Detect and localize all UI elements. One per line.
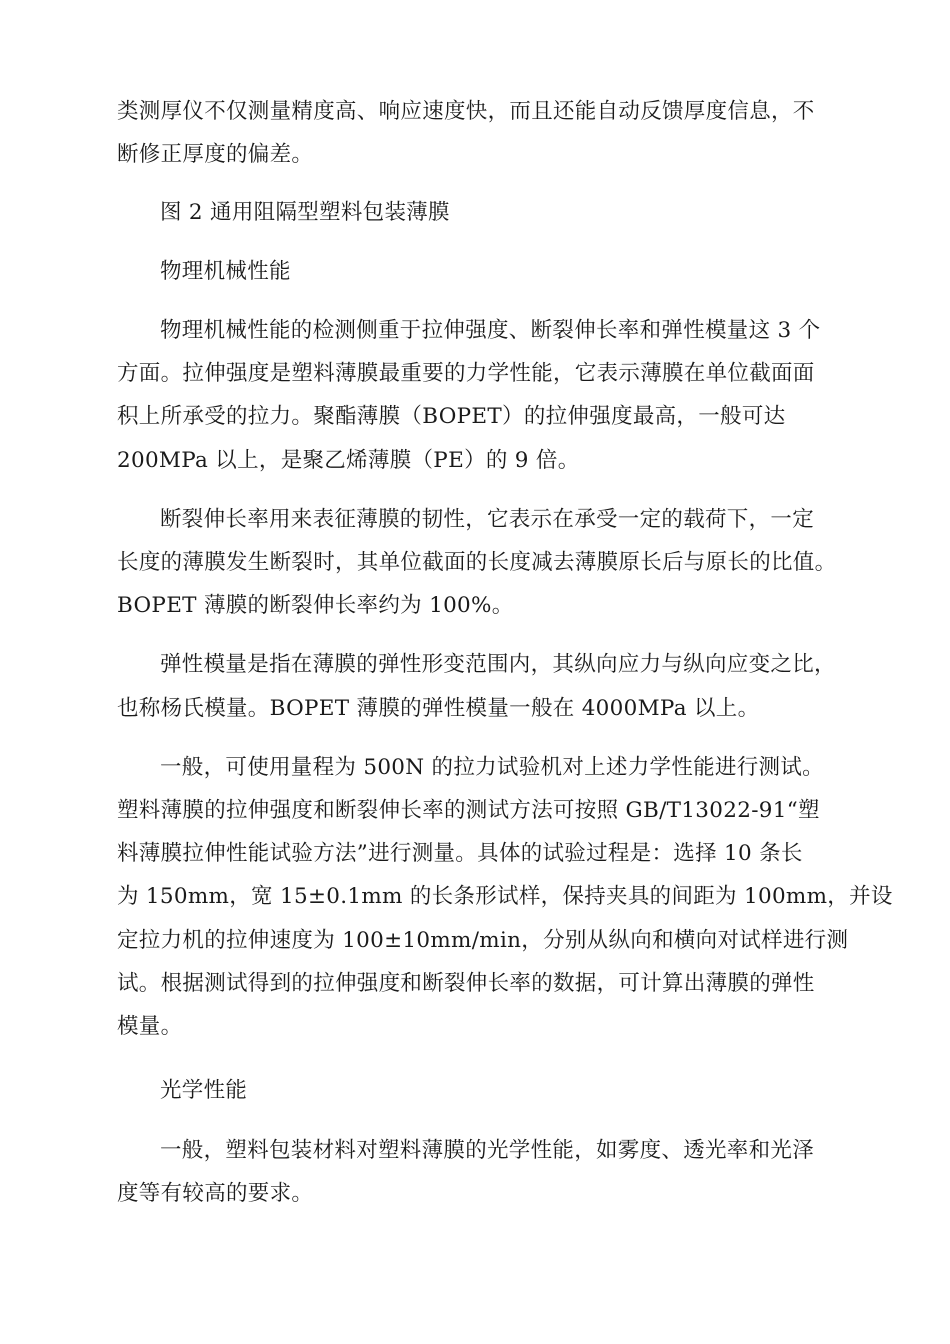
paragraph-line: 方面。拉伸强度是塑料薄膜最重要的力学性能，它表示薄膜在单位截面面 [117, 361, 815, 386]
paragraph-line: 试。根据测试得到的拉伸强度和断裂伸长率的数据，可计算出薄膜的弹性 [117, 971, 815, 996]
paragraph-line: 模量。 [117, 1014, 183, 1039]
paragraph-line: 类测厚仪不仅测量精度高、响应速度快，而且还能自动反馈厚度信息，不 [117, 99, 815, 124]
paragraph-line: 定拉力机的拉伸速度为 100±10mm/min，分别从纵向和横向对试样进行测 [117, 928, 849, 953]
paragraph-line: 塑料薄膜的拉伸强度和断裂伸长率的测试方法可按照 GB/T13022-91“塑 [117, 798, 820, 823]
paragraph-line: 积上所承受的拉力。聚酯薄膜（BOPET）的拉伸强度最高，一般可达 [117, 404, 786, 429]
paragraph-line: 料薄膜拉伸性能试验方法”进行测量。具体的试验过程是：选择 10 条长 [117, 841, 803, 866]
paragraph-line: 200MPa 以上，是聚乙烯薄膜（PE）的 9 倍。 [117, 448, 580, 473]
paragraph-line: 也称杨氏模量。BOPET 薄膜的弹性模量一般在 4000MPa 以上。 [117, 696, 760, 721]
paragraph-line: 物理机械性能的检测侧重于拉伸强度、断裂伸长率和弹性模量这 3 个 [160, 318, 821, 343]
paragraph-line: 断裂伸长率用来表征薄膜的韧性，它表示在承受一定的载荷下，一定 [160, 507, 815, 532]
paragraph-line: 度等有较高的要求。 [117, 1181, 314, 1206]
section-heading-optical: 光学性能 [160, 1078, 248, 1103]
paragraph-line: 断修正厚度的偏差。 [117, 142, 314, 167]
paragraph-line: 一般，塑料包装材料对塑料薄膜的光学性能，如雾度、透光率和光泽 [160, 1138, 815, 1163]
figure-caption: 图 2 通用阻隔型塑料包装薄膜 [160, 200, 450, 225]
paragraph-line: 一般，可使用量程为 500N 的拉力试验机对上述力学性能进行测试。 [160, 755, 824, 780]
paragraph-line: 为 150mm，宽 15±0.1mm 的长条形试样，保持夹具的间距为 100mm，并设 [117, 884, 893, 909]
section-heading-mechanical: 物理机械性能 [160, 259, 291, 284]
paragraph-line: 弹性模量是指在薄膜的弹性形变范围内，其纵向应力与纵向应变之比， [160, 652, 836, 677]
paragraph-line: BOPET 薄膜的断裂伸长率约为 100%。 [117, 593, 514, 618]
paragraph-line: 长度的薄膜发生断裂时，其单位截面的长度减去薄膜原长后与原长的比值。 [117, 550, 837, 575]
